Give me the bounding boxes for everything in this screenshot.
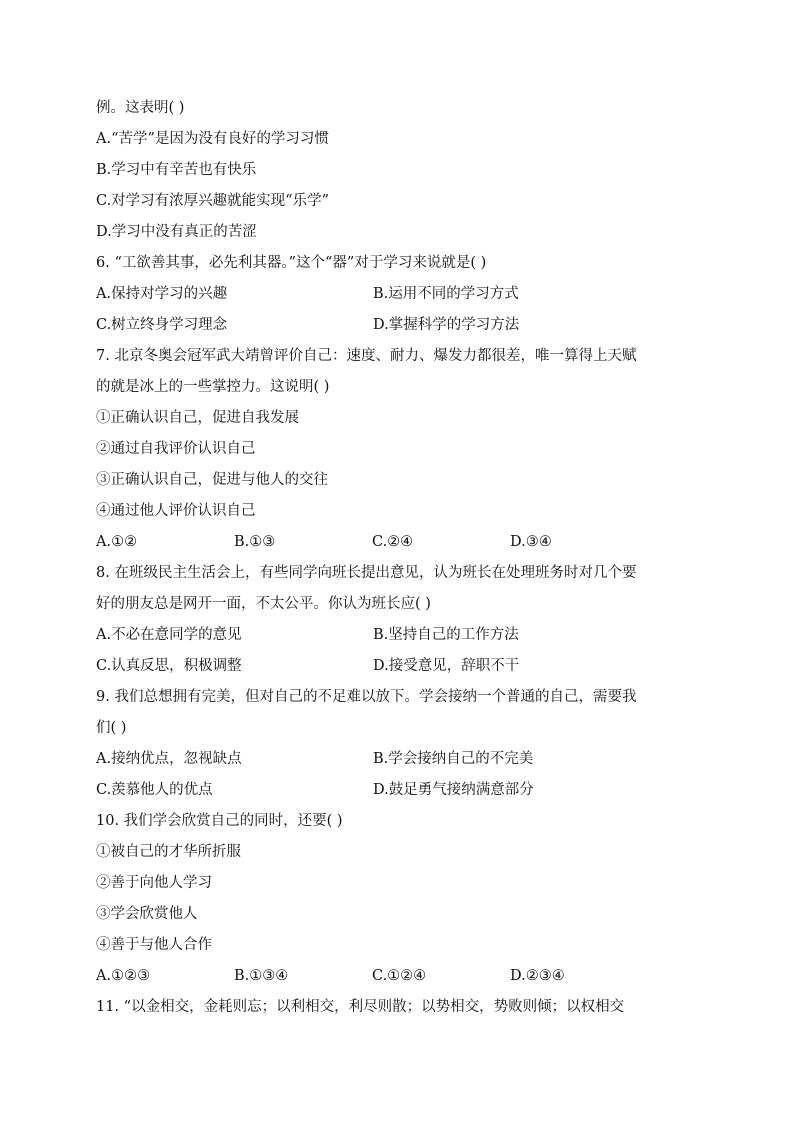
- answer-option: B.运用不同的学习方式: [373, 286, 519, 302]
- answer-option: D.②③④: [510, 968, 565, 984]
- answer-option: A.保持对学习的兴趣: [96, 286, 228, 302]
- text-line: ③正确认识自己，促进与他人的交往: [96, 472, 328, 488]
- text-line: ①正确认识自己，促进自我发展: [96, 410, 299, 426]
- answer-option: D.③④: [510, 534, 552, 550]
- options-row: [96, 651, 700, 682]
- answer-option: C.②④: [372, 534, 414, 550]
- answer-option: A.①②③: [96, 968, 151, 984]
- answer-option: C.①②④: [372, 968, 427, 984]
- answer-option: C.树立终身学习理念: [96, 317, 228, 333]
- text-line: 8. 在班级民主生活会上，有些同学向班长提出意见，认为班长在处理班务时对几个要: [96, 565, 637, 581]
- options-row: [96, 310, 700, 341]
- text-line: 7. 北京冬奥会冠军武大靖曾评价自己：速度、耐力、爆发力都很差，唯一算得上天赋: [96, 348, 637, 364]
- text-line: 们( ): [96, 720, 127, 736]
- options-row: [96, 775, 700, 806]
- exam-page: [96, 93, 700, 1023]
- answer-option: A.不必在意同学的意见: [96, 627, 242, 643]
- answer-option: D.接受意见，辞职不干: [373, 658, 520, 674]
- text-line: 6. “工欲善其事，必先利其器。”这个“器”对于学习来说就是( ): [96, 255, 487, 271]
- answer-option: A.接纳优点，忽视缺点: [96, 751, 242, 767]
- text-line: ②善于向他人学习: [96, 875, 212, 891]
- answer-option: C.认真反思，积极调整: [96, 658, 242, 674]
- options-row: [96, 279, 700, 310]
- answer-option: C.羡慕他人的优点: [96, 782, 213, 798]
- text-line: ④通过他人评价认识自己: [96, 503, 256, 519]
- options-row: [96, 620, 700, 651]
- answer-option: B.①③: [234, 534, 276, 550]
- text-line: 的就是冰上的一些掌控力。这说明( ): [96, 379, 330, 395]
- text-line: B.学习中有辛苦也有快乐: [96, 162, 257, 178]
- answer-option: D.掌握科学的学习方法: [373, 317, 520, 333]
- text-line: 11. “以金相交，金耗则忘；以利相交，利尽则散；以势相交，势败则倾；以权相交: [96, 999, 625, 1015]
- text-line: 9. 我们总想拥有完美，但对自己的不足难以放下。学会接纳一个普通的自己，需要我: [96, 689, 637, 705]
- answer-option: B.学会接纳自己的不完美: [373, 751, 534, 767]
- answer-option: B.坚持自己的工作方法: [373, 627, 519, 643]
- answer-option: A.①②: [96, 534, 138, 550]
- options-row: [96, 744, 700, 775]
- text-line: ②通过自我评价认识自己: [96, 441, 256, 457]
- options-row: [96, 961, 700, 992]
- text-line: 好的朋友总是网开一面，不太公平。你认为班长应( ): [96, 596, 431, 612]
- answer-option: B.①③④: [234, 968, 289, 984]
- text-line: C.对学习有浓厚兴趣就能实现“乐学”: [96, 193, 330, 209]
- text-line: ④善于与他人合作: [96, 937, 212, 953]
- text-line: D.学习中没有真正的苦涩: [96, 224, 257, 240]
- text-line: A.“苦学”是因为没有良好的学习习惯: [96, 131, 329, 147]
- text-line: 10. 我们学会欣赏自己的同时，还要( ): [96, 813, 343, 829]
- text-line: 例。这表明( ): [96, 100, 185, 116]
- text-line: ①被自己的才华所折服: [96, 844, 241, 860]
- answer-option: D.鼓足勇气接纳满意部分: [373, 782, 534, 798]
- options-row: [96, 527, 700, 558]
- text-line: ③学会欣赏他人: [96, 906, 198, 922]
